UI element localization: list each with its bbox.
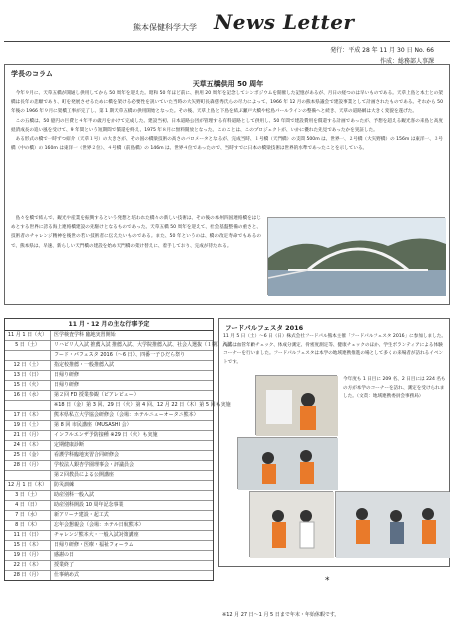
- schedule-event: 助産別科一般入試: [54, 492, 95, 498]
- schedule-date: [5, 471, 51, 480]
- schedule-row: [5, 331, 213, 341]
- schedule-event: チャレンジ熊本大・一般入試対策講座: [54, 532, 139, 538]
- schedule-event: ※18 日（金）第 3 回、29 日（火）第 4 回、12 月 22 日（木）第 5 回も実施: [54, 402, 231, 408]
- festa-photo: [249, 491, 333, 557]
- president-column: [4, 64, 450, 305]
- schedule-row: [5, 421, 213, 431]
- schedule-event: 指定校推薦・一般推薦入試: [54, 362, 115, 368]
- festa-intro: 11 月 5 日（土）～6 日（日）株式会社フードパル熊本主催「フードパルフェスタ 2016」に参加しました。内容は血管年齢チェック、体成分測定、骨密度測定等、健康チェックのほか、学生ボランティアによる体験コーナーを行いました。フードパルフェスタは本学の地域連携推進の場として多くの来場者が訪れるイベントです。: [223, 334, 446, 365]
- column-label: 学長のコラム: [11, 70, 53, 78]
- festa-photo: [335, 491, 449, 557]
- schedule-row: [5, 351, 213, 361]
- schedule-date: 19 日（月）: [5, 551, 51, 560]
- schedule-row: [5, 571, 213, 580]
- schedule-row: [5, 531, 213, 541]
- festa-image: [250, 492, 334, 558]
- newsletter-title: News Letter: [214, 10, 355, 34]
- schedule-date: 28 日（月）: [5, 571, 51, 580]
- schedule-row: [5, 511, 213, 521]
- schedule-date: 25 日（金）: [5, 451, 51, 460]
- schedule-row: [5, 491, 213, 501]
- author-info: 作成：総務部人事課: [379, 58, 434, 65]
- schedule-date: 12 月 1 日（木）: [5, 481, 51, 490]
- festa-photo: [255, 375, 337, 435]
- schedule-date: 17 日（木）: [5, 411, 51, 420]
- schedule-date: 16 日（水）: [5, 391, 51, 400]
- festa-image: [256, 376, 338, 436]
- masthead: [0, 8, 454, 42]
- schedule-date: 11 日（日）: [5, 531, 51, 540]
- schedule-date: 3 日（土）: [5, 491, 51, 500]
- schedule-date: 15 日（木）: [5, 541, 51, 550]
- schedule-rows: [5, 331, 233, 580]
- issue-info: 発行：平成 28 年 11 月 30 日 No. 66: [330, 47, 434, 54]
- schedule-event: 日帰り研修・医療・福祉フォーラム: [54, 542, 134, 548]
- schedule-date: 7 日（水）: [5, 511, 51, 520]
- schedule-event: 助産別科開設 10 周年記念事業: [54, 502, 124, 508]
- schedule-event: 仕事納め式: [54, 572, 80, 578]
- schedule-row: [5, 541, 213, 551]
- schedule-row: [5, 341, 233, 351]
- festa-image: [238, 438, 338, 490]
- schedule-event: 学校法人銀杏学園理事会・評議員会: [54, 462, 135, 468]
- event-schedule: [4, 318, 233, 581]
- schedule-event: フード・パフェスタ 2016（～6 日）、四番一子ひだら祭り: [54, 352, 186, 358]
- column-paragraph: 島々を橋で結んで、観光や産業を振興するという発想と培われた橋々の新しい技術は、その後の本州四国連絡橋をはじめとする世界に誇る海上連絡橋建設の先駆けとなるものであった。天草五橋 50 周年を迎えて、社会基盤整備の重さと、技術者のチャレンジ精神を後世の若い技術者に伝えたいものである。また、50 年というのは、橋の改定寿命でもあるので、熊本県は、早速、新らしい天門橋の建設を始め天門橋の架け替えに、着手しており、完成が待たれる。: [11, 216, 261, 249]
- column-body-lower: [11, 214, 261, 251]
- foodpal-festa-article: [218, 318, 450, 567]
- schedule-row: [5, 451, 213, 461]
- column-paragraph: ある形式の橋で一時ずつ紹介（天草１号）の大きさが、その国の橋梁技術の高さのバロメータとなるが、完成当時、１号橋（天門橋）の支間 500m は、世界一、２号橋（大矢野橋）の 156m は東洋一、３号橋（中の橋）の 160m は東洋一（世界２位）、４号橋（前島橋）の 146m は、世界４位であったので、当時すでに日本の橋梁技術は世界的水準であったことを示している。: [11, 137, 443, 152]
- schedule-date: 11 月 1 日（火）: [5, 331, 51, 340]
- bridge-image: [268, 218, 446, 296]
- schedule-event: 第２回 FD 授業参観（ピアレビュー）: [54, 392, 139, 398]
- schedule-row: [5, 431, 213, 441]
- schedule-row: [5, 481, 213, 491]
- column-title: 天草五橋供用 50 周年: [192, 80, 264, 88]
- schedule-event: 授業終了: [54, 562, 75, 568]
- schedule-date: 22 日（木）: [5, 561, 51, 570]
- schedule-event: 新アリーナ建設・起工式: [54, 512, 109, 518]
- schedule-row: [5, 371, 213, 381]
- schedule-date: 13 日（日）: [5, 371, 51, 380]
- schedule-row: [5, 441, 213, 451]
- schedule-event: 看護学科臨地実習合同研修会: [54, 452, 120, 458]
- schedule-date: 19 日（土）: [5, 421, 51, 430]
- schedule-row: [5, 521, 213, 531]
- university-name: 熊本保健科学大学: [133, 23, 197, 32]
- schedule-date: 12 日（土）: [5, 361, 51, 370]
- schedule-row: [5, 501, 213, 511]
- column-paragraph: この五橋は、50 億円の巨費と４年半の歳月をかけて完成した。建設当初、日本道路公団が管理する有料道路として供用し、50 年間で建設費用を償還する計画であったが、予想を超える観光客の来島と高度経済成長の追い風を受けて、9 年間という短期間で償還を終え、1975 年８月に無料開放となった。このことは、このプロジェクトが、いかに優れた先見であったかを実証した。: [11, 118, 443, 133]
- schedule-date: [5, 351, 51, 360]
- column-body-upper: [11, 89, 443, 153]
- schedule-event: リハビリ人入試 推薦入試 推薦入試、大学院推薦入試、社会人選抜（１期）入試: [54, 342, 233, 348]
- schedule-event: 定期健康診断: [54, 442, 85, 448]
- schedule-event: 感謝の日: [54, 552, 75, 558]
- schedule-date: 5 日（土）: [5, 341, 51, 350]
- column-paragraph: 今年９月に、天草五橋が開通し供用してから 50 周年を迎えた。昭和 50 年ほど前に、供用 20 周年を記念してシンポジウムを開催した記憶があるが、月日の経つのは早いものである。天草上島と本土との架橋は長年の悲願であり、町を発展させるために橋を架ける必要性を説いていた当時の大矢野町長森慈秀氏らの尽力によって、1966 年 12 月の熊本県議会で建設事業として計画されたものである。それから 50 年後の 1966 年９月に架橋工事が完了し、第 1 期天草五橋の供用開始となった。その後、天草上島と下島を結ぶ瀬戸大橋や松島パールラインの整備へと続き、天草の道路網は大きく変貌を遂げた。: [11, 91, 443, 115]
- schedule-row: [5, 391, 213, 401]
- schedule-event: 医学検査学科 臨地実習開始: [54, 332, 116, 338]
- festa-image: [336, 492, 450, 558]
- schedule-row: [5, 461, 213, 471]
- schedule-date: [5, 401, 51, 410]
- schedule-row: [5, 401, 231, 411]
- schedule-event: 日帰り研修: [54, 372, 80, 378]
- schedule-event: 第 8 回 市民講座（MUSASHI 会）: [54, 422, 132, 428]
- schedule-date: 8 日（木）: [5, 521, 51, 530]
- schedule-event: 熊本県私立大学協会研修会（会場：ホテルニューオータニ熊本）: [54, 412, 199, 418]
- schedule-row: [5, 411, 213, 421]
- schedule-date: 21 日（月）: [5, 431, 51, 440]
- schedule-row: [5, 471, 213, 481]
- schedule-row: [5, 381, 213, 391]
- schedule-event: 防災訓練: [54, 482, 75, 488]
- schedule-date: 24 日（木）: [5, 441, 51, 450]
- schedule-row: [5, 361, 213, 371]
- schedule-title: 11 月・12 月の主な行事予定: [5, 319, 213, 331]
- schedule-event: インフルエンザ予防接種 ※29 日（火）も実施: [54, 432, 158, 438]
- schedule-event: 日帰り研修: [54, 382, 80, 388]
- schedule-row: [5, 561, 213, 571]
- schedule-date: 28 日（月）: [5, 461, 51, 470]
- festa-photo: [237, 437, 337, 489]
- festa-side-text: 今年度も 1 日目に 209 名、2 日目には 224 名もの方が本学のコーナーを訪れ、測定を受けられました。（文責：地域連携委員会事務局）: [343, 377, 446, 400]
- schedule-date: 15 日（火）: [5, 381, 51, 390]
- festa-title: フードパルフェスタ 2016: [225, 324, 304, 332]
- separator-asterisk: *: [325, 576, 330, 586]
- schedule-event: 第２回教員による公開講座: [54, 472, 115, 478]
- schedule-row: [5, 551, 213, 561]
- holiday-note: ※12 月 27 日～1 月 5 日まで年末・年始休暇です。: [222, 612, 340, 618]
- bridge-photo: [267, 217, 445, 295]
- schedule-event: 忘年会懇親会（会場：ホテル日航熊本）: [54, 522, 144, 528]
- schedule-date: 4 日（日）: [5, 501, 51, 510]
- masthead-rule: [4, 41, 450, 42]
